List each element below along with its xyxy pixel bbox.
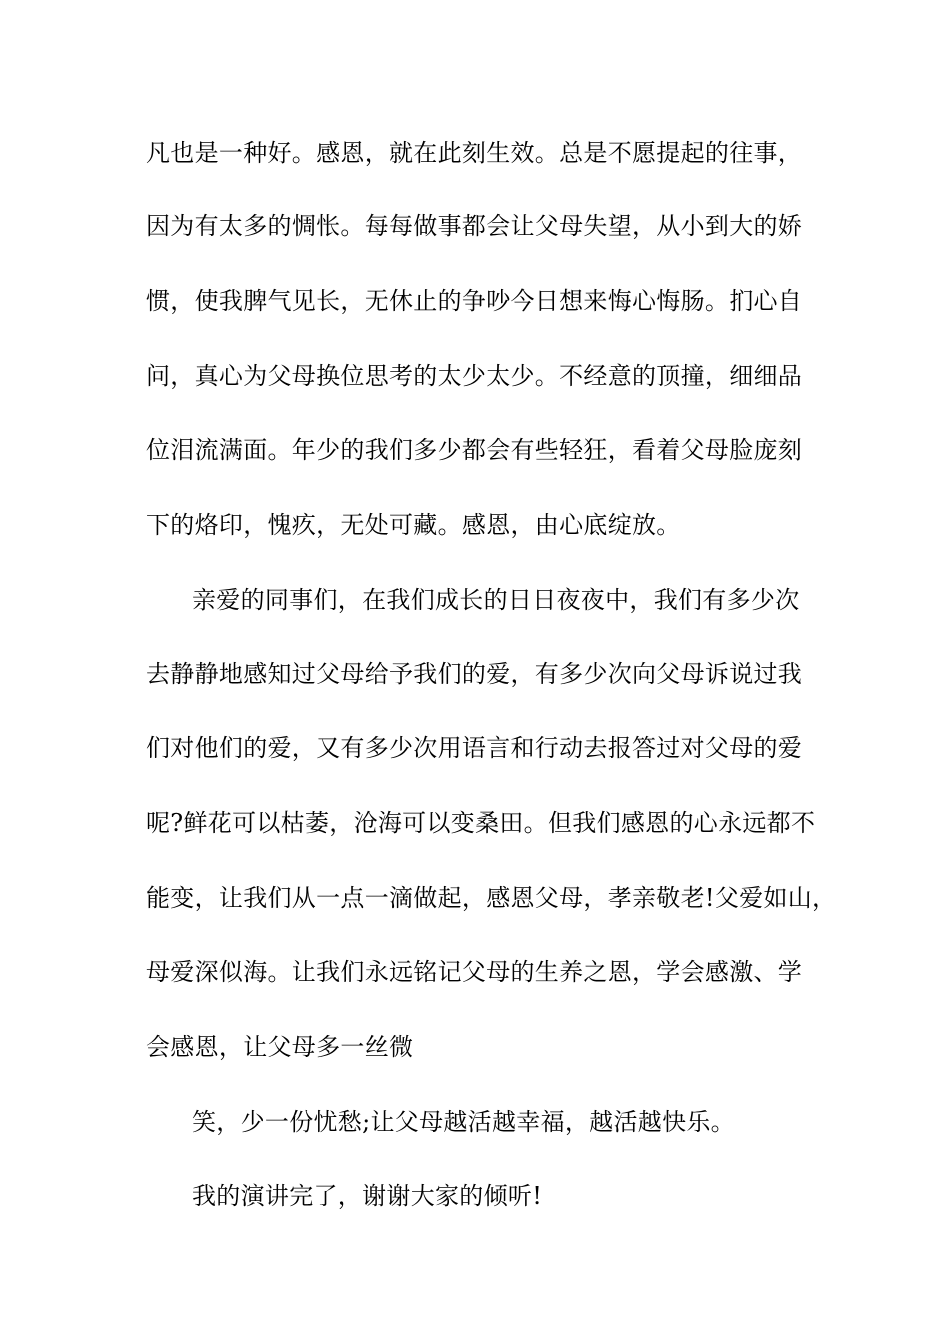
text-line: 下的烙印，愧疚，无处可藏。感恩，由心底绽放。 bbox=[146, 511, 681, 539]
text-line: 们对他们的爱，又有多少次用语言和行动去报答过对父母的爱 bbox=[146, 734, 803, 762]
text-line: 能变，让我们从一点一滴做起，感恩父母，孝亲敬老!父爱如山， bbox=[146, 884, 837, 912]
text-line: 去静静地感知过父母给予我们的爱，有多少次向父母诉说过我 bbox=[146, 660, 803, 688]
text-line: 问，真心为父母换位思考的太少太少。不经意的顶撞，细细品 bbox=[146, 362, 803, 390]
text-line: 呢?鲜花可以枯萎，沧海可以变桑田。但我们感恩的心永远都不 bbox=[146, 809, 816, 837]
text-line: 会感恩，让父母多一丝微 bbox=[146, 1033, 414, 1061]
text-line: 位泪流满面。年少的我们多少都会有些轻狂，看着父母脸庞刻 bbox=[146, 436, 803, 464]
text-line: 亲爱的同事们，在我们成长的日日夜夜中，我们有多少次 bbox=[192, 586, 800, 614]
text-line: 惯，使我脾气见长，无休止的争吵今日想来悔心悔肠。扪心自 bbox=[146, 287, 803, 315]
text-line: 母爱深似海。让我们永远铭记父母的生养之恩，学会感激、学 bbox=[146, 958, 803, 986]
text-line: 我的演讲完了，谢谢大家的倾听! bbox=[192, 1182, 543, 1210]
text-line: 因为有太多的惆怅。每每做事都会让父母失望，从小到大的娇 bbox=[146, 212, 803, 240]
text-line: 笑，少一份忧愁;让父母越活越幸福，越活越快乐。 bbox=[192, 1108, 735, 1136]
text-line: 凡也是一种好。感恩，就在此刻生效。总是不愿提起的往事， bbox=[146, 139, 803, 167]
